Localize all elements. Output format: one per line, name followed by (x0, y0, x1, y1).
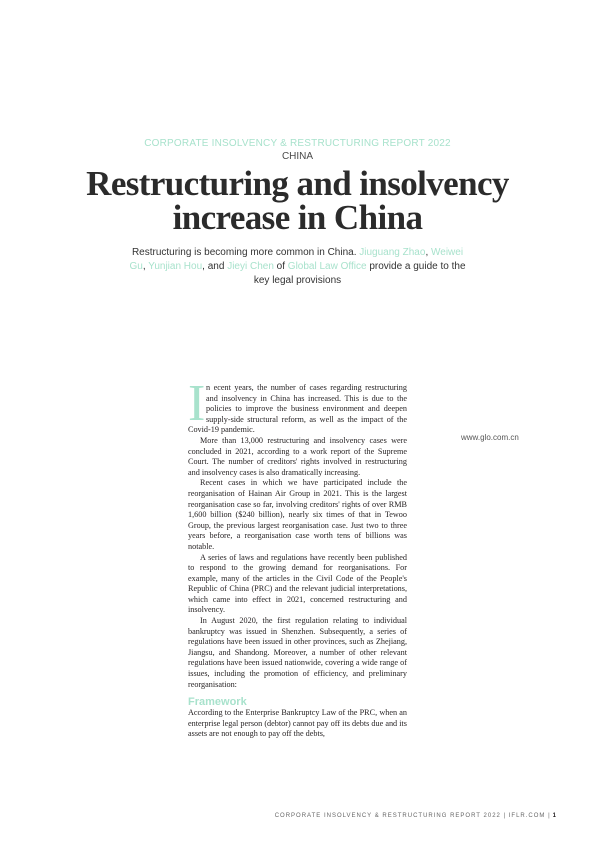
author-link-2[interactable]: Weiwei Gu (129, 247, 464, 272)
headline-line-2: increase in China (172, 198, 423, 237)
firm-link[interactable]: Global Law Office (287, 261, 367, 272)
headline (30, 164, 565, 237)
report-label: CORPORATE INSOLVENCY & RESTRUCTURING REPORT 2022 (144, 138, 451, 149)
section-heading-framework: Framework (188, 696, 247, 709)
standfirst-sep-2: , (142, 261, 146, 272)
article-body (188, 375, 407, 740)
standfirst (128, 246, 467, 288)
article-paragraph-5: In August 2020, the first regulation relating to individual bankruptcy was issued in Shenzhen. Subsequently, a series of regulations have been issued in other provinces, such as Zhejiang, Jiangsu, and Shandong. Moreover, a number of other relevant regulations have been issued nationwide, covering a wide range of issues, including the promotion of efficiency, and preliminary reorganisation: (188, 616, 407, 689)
standfirst-sep-1: , (425, 247, 429, 258)
article-paragraph-4: A series of laws and regulations have recently been published to respond to the growing demand for reorganisations. For example, many of the articles in the Civil Code of the People's Republic of China (PRC) and the relevant judicial interpretations, which came into effect in 2021, concerned restructuring and insolvency. (188, 552, 407, 615)
country-label: CHINA (281, 151, 314, 162)
author-link-1[interactable]: Jiuguang Zhao (359, 247, 426, 258)
article-paragraph-2: More than 13,000 restructuring and insolvency cases were concluded in 2021, according to a work report of the Supreme Court. The number of creditors' rights involved in restructuring and insolvency cases is also dramatically increasing. (188, 435, 407, 477)
author-link-3[interactable]: Yunjian Hou (148, 261, 203, 272)
page-footer (275, 813, 557, 819)
author-link-4[interactable]: Jieyi Chen (227, 261, 274, 272)
standfirst-of: of (276, 261, 286, 272)
standfirst-tail: provide a guide to the key legal provisions (253, 261, 466, 286)
article-paragraph-3: Recent cases in which we have participated include the reorganisation of Hainan Air Group in 2021. This is the largest reorganisation case so far, involving creditors' rights of over RMB 1,600 billion ($240 billion), nearly six times of that in Tewoo Group, the previous largest reorganisation case. Just two to three years before, a reorganisation case worth tens of billions was notable. (188, 478, 407, 551)
page-number: 1 (552, 813, 557, 819)
article-paragraph-6: According to the Enterprise Bankruptcy Law of the PRC, when an enterprise legal person (debtor) cannot pay off its debts due and its assets are not enough to pay off the debts, (188, 708, 407, 739)
article-paragraph-1-text: n ecent years, the number of cases regarding restructuring and insolvency in China has increased. This is due to the policies to improve the business environment and deepen supply-side structural reform, as well as the impact of the Covid-19 pandemic. (188, 383, 407, 435)
firm-website[interactable]: www.glo.com.cn (461, 433, 519, 442)
footer-text: CORPORATE INSOLVENCY & RESTRUCTURING REPORT 2022 | IFLR.COM | (274, 813, 551, 819)
headline-line-1: Restructuring and insolvency (86, 164, 509, 203)
drop-cap: I (188, 375, 206, 432)
article-paragraph-1 (188, 375, 407, 436)
standfirst-lead: Restructuring is becoming more common in China. (131, 247, 357, 258)
standfirst-sep-3: , and (202, 261, 225, 272)
